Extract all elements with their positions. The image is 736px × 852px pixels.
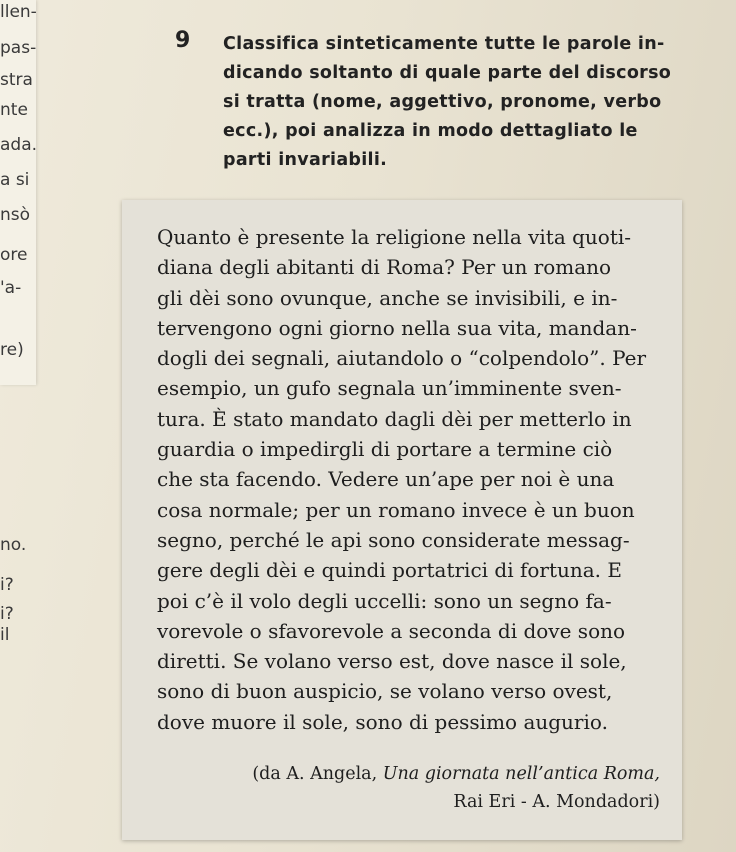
- margin-fragment: nsò: [0, 205, 31, 225]
- margin-fragment: ada.: [0, 135, 38, 155]
- passage-line: sono di buon auspicio, se volano verso ovest,: [157, 679, 613, 704]
- reading-passage-card: [122, 200, 682, 840]
- passage-line: segno, perché le api sono considerate messag-: [157, 527, 630, 552]
- margin-fragment: pas-: [0, 38, 37, 58]
- exercise-number: 9: [175, 28, 191, 53]
- passage-line: dove muore il sole, sono di pessimo augurio.: [157, 709, 608, 734]
- passage-line: diretti. Se volano verso est, dove nasce il sole,: [157, 649, 627, 674]
- passage-line: vorevole o sfavorevole a seconda di dove sono: [157, 618, 626, 643]
- source-publisher: Rai Eri - A. Mondadori): [453, 792, 660, 812]
- passage-line: Quanto è presente la religione nella vita quoti-: [157, 225, 632, 249]
- margin-fragment: i?: [0, 604, 14, 624]
- passage-line: dogli dei segnali, aiutandolo o “colpendolo”. Per: [157, 346, 647, 371]
- passage-line: cosa normale; per un romano invece è un buon: [157, 497, 635, 522]
- margin-fragment: 'a-: [0, 278, 22, 298]
- exercise-line: si tratta (nome, aggettivo, pronome, verbo: [223, 92, 662, 112]
- exercise-line: dicando soltanto di quale parte del discorso: [223, 63, 672, 83]
- source-book-title: Una giornata nell’antica Roma,: [382, 764, 660, 784]
- passage-line: poi c’è il volo degli uccelli: sono un segno fa-: [157, 588, 612, 613]
- passage-source: [252, 760, 660, 816]
- margin-fragment: ore: [0, 245, 28, 265]
- exercise-text: [223, 30, 708, 175]
- passage-line: esempio, un gufo segnala un’imminente sven-: [157, 376, 622, 401]
- margin-fragment: no.: [0, 535, 27, 555]
- margin-fragment: stra: [0, 70, 33, 90]
- margin-fragment: nte: [0, 100, 28, 120]
- passage-line: tervengono ogni giorno nella sua vita, mandan-: [157, 315, 637, 340]
- passage-text: [157, 222, 669, 737]
- margin-fragment: i?: [0, 575, 14, 595]
- passage-line: gere degli dèi e quindi portatrici di fortuna. E: [157, 558, 622, 583]
- passage-line: tura. È stato mandato dagli dèi per metterlo in: [157, 406, 632, 431]
- margin-fragment: a si: [0, 170, 30, 190]
- passage-line: gli dèi sono ovunque, anche se invisibili, e in-: [157, 285, 618, 310]
- exercise-line: Classifica sinteticamente tutte le parole in-: [223, 34, 665, 54]
- source-prefix: (da A. Angela,: [252, 764, 383, 784]
- exercise-line: ecc.), poi analizza in modo dettagliato le: [223, 121, 638, 141]
- passage-line: guardia o impedirgli di portare a termine ciò: [157, 437, 613, 462]
- passage-line: che sta facendo. Vedere un’ape per noi è una: [157, 467, 615, 492]
- margin-fragment: llen-: [0, 2, 37, 22]
- source-line: [252, 760, 660, 788]
- margin-fragment: il: [0, 625, 10, 645]
- margin-fragment: re): [0, 340, 24, 360]
- passage-line: diana degli abitanti di Roma? Per un romano: [157, 255, 612, 280]
- exercise-line: parti invariabili.: [223, 150, 388, 170]
